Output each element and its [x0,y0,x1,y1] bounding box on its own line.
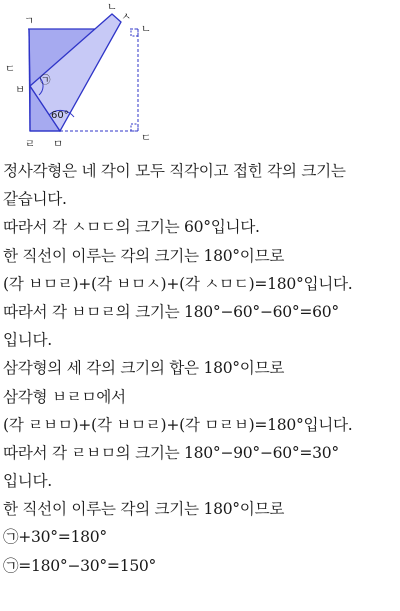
right-angle-mark-bottom-right [131,124,138,131]
angle-marker-giyeok: ㉠ [40,74,51,86]
solution-line: 정사각형은 네 각이 모두 직각이고 접힌 각의 크기는 [3,162,346,180]
label-top-right: ㄴ [141,23,152,35]
label-bottom-fold: ㅁ [53,138,64,150]
label-left-fold: ㄷ [5,63,16,75]
solution-line: 같습니다. [3,190,67,209]
solution-line: ㉠+30°=180° [3,528,107,547]
solution-line: 따라서 각 ㅂㅁㄹ의 크기는 180°−60°−60°=60° [3,302,339,321]
right-angle-mark-top-right [131,29,138,36]
solution-line: 삼각형 ㅂㄹㅁ에서 [3,387,126,406]
label-fold-point: ㅂ [15,84,26,96]
solution-line: 따라서 각 ㄹㅂㅁ의 크기는 180°−90°−60°=30° [3,443,339,462]
folded-square-figure [0,0,160,150]
angle-label-60: 60° [51,110,69,121]
solution-line: 한 직선이 이루는 각의 크기는 180°이므로 [3,500,285,519]
solution-line: 삼각형의 세 각의 크기의 합은 180°이므로 [3,359,285,378]
solution-line: (각 ㅂㅁㄹ)+(각 ㅂㅁㅅ)+(각 ㅅㅁㄷ)=180°입니다. [3,274,353,293]
solution-line: (각 ㄹㅂㅁ)+(각 ㅂㅁㄹ)+(각 ㅁㄹㅂ)=180°입니다. [3,415,353,434]
solution-line: 따라서 각 ㅅㅁㄷ의 크기는 60°입니다. [3,218,260,237]
label-fold-top-image: ㅅ [121,11,132,23]
label-bottom-right: ㄷ [141,132,152,144]
solution-line: 입니다. [3,331,52,350]
label-top-left: ㄱ [24,15,35,27]
solution-line: 한 직선이 이루는 각의 크기는 180°이므로 [3,246,285,265]
solution-line: 입니다. [3,472,52,491]
label-bottom-left: ㄹ [25,138,36,150]
solution-text [3,160,399,583]
label-fold-top: ㄴ [107,1,118,13]
solution-line: ㉠=180°−30°=150° [3,556,157,575]
